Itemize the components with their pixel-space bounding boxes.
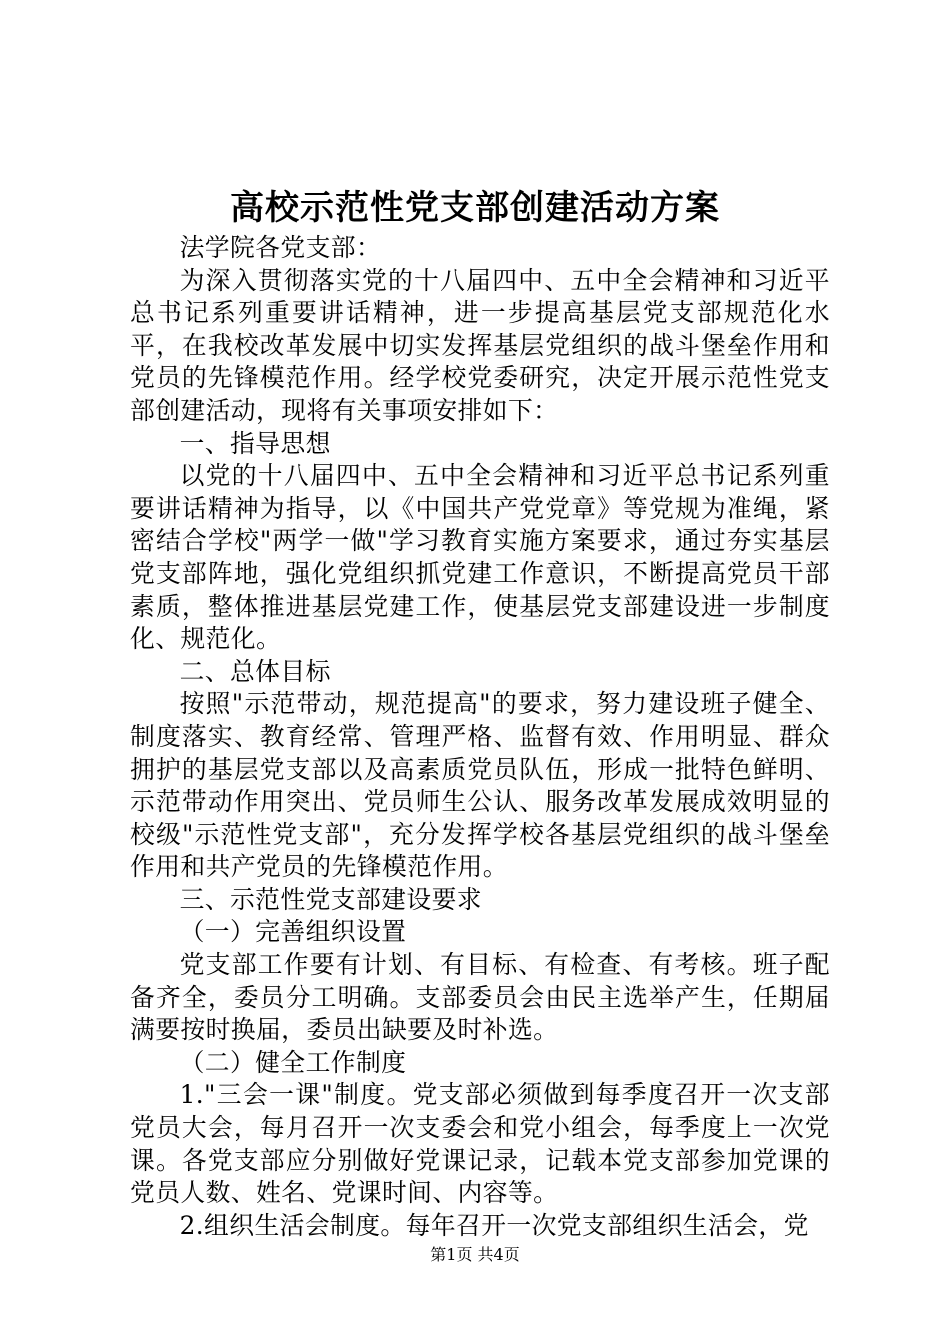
- heading-requirements: 三、示范性党支部建设要求: [179, 884, 482, 914]
- subheading-work-system: （二）健全工作制度: [179, 1047, 407, 1077]
- paragraph-guiding-ideology: 以党的十八届四中、五中全会精神和习近平总书记系列重要讲话精神为指导，以《中国共产党党章》等党规为准绳，紧密结合学校"两学一做"学习教育实施方案要求，通过夯实基层党支部阵地，强化党组织抓党建工作意识，不断提高党员干部素质，整体推进基层党建工作，使基层党支部建设进一步制度化、规范化。: [130, 461, 830, 654]
- paragraph-overall-goal: 按照"示范带动，规范提高"的要求，努力建设班子健全、制度落实、教育经常、管理严格、监督有效、作用明显、群众拥护的基层党支部以及高素质党员队伍，形成一批特色鲜明、示范带动作用突出、党员师生公认、服务改革发展成效明显的校级"示范性党支部"，充分发挥学校各基层党组织的战斗堡垒作用和共产党员的先锋模范作用。: [130, 689, 830, 882]
- paragraph-life-meeting: 2.组织生活会制度。每年召开一次党支部组织生活会，党: [179, 1210, 809, 1240]
- paragraph-three-meetings: 1."三会一课"制度。党支部必须做到每季度召开一次支部党员大会，每月召开一次支委会和党小组会，每季度上一次党课。各党支部应分别做好党课记录，记载本党支部参加党课的党员人数、姓名、党课时间、内容等。: [130, 1080, 830, 1208]
- page-number-footer: 第1页 共4页: [430, 1245, 520, 1264]
- heading-overall-goal: 二、总体目标: [179, 656, 331, 686]
- paragraph-organization: 党支部工作要有计划、有目标、有检查、有考核。班子配备齐全，委员分工明确。支部委员会由民主选举产生，任期届满要按时换届，委员出缺要及时补选。: [130, 950, 830, 1045]
- heading-guiding-ideology: 一、指导思想: [179, 428, 331, 458]
- paragraph-intro: 为深入贯彻落实党的十八届四中、五中全会精神和习近平总书记系列重要讲话精神，进一步提高基层党支部规范化水平，在我校改革发展中切实发挥基层党组织的战斗堡垒作用和党员的先锋模范作用。经学校党委研究，决定开展示范性党支部创建活动，现将有关事项安排如下：: [130, 265, 830, 425]
- subheading-organization: （一）完善组织设置: [179, 917, 407, 947]
- salutation: 法学院各党支部：: [179, 233, 382, 262]
- document-title: 高校示范性党支部创建活动方案: [230, 188, 720, 228]
- document-body: [130, 232, 830, 1242]
